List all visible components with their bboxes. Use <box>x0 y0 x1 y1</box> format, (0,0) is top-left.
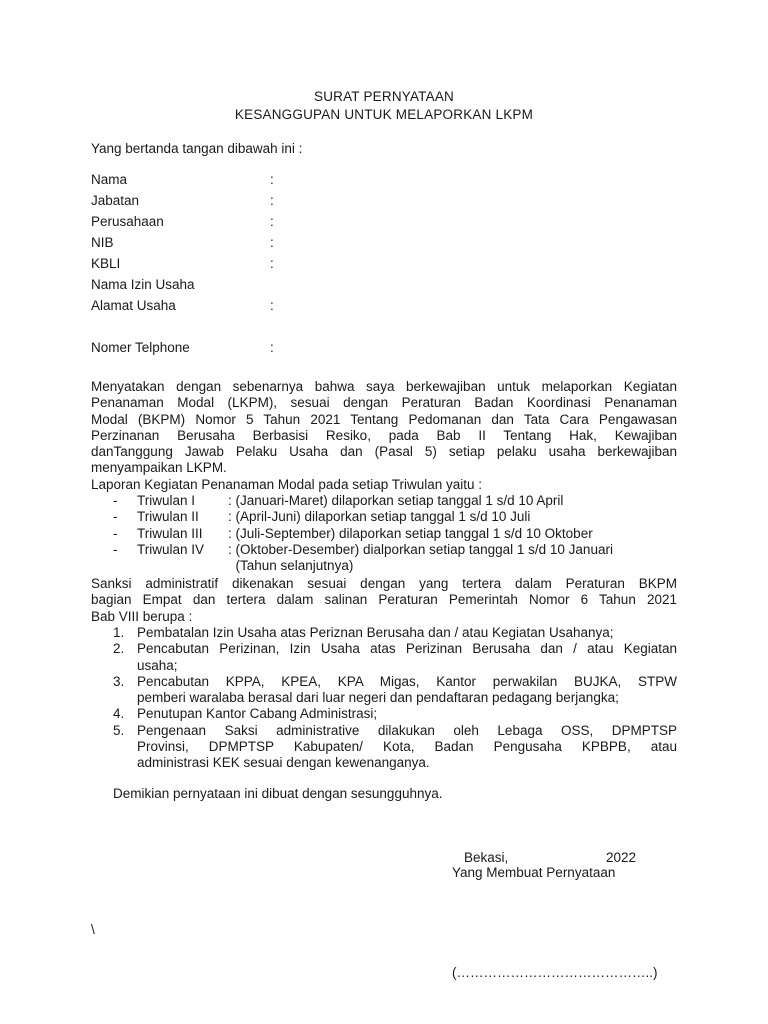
field-colon: : <box>270 340 274 355</box>
field-colon: : <box>270 298 274 313</box>
triwulan-name: Triwulan I <box>137 493 196 508</box>
list-item <box>91 509 691 525</box>
item-number: 3. <box>113 673 125 689</box>
item-line: Pencabutan KPPA, KPEA, KPA Migas, Kantor perwakilan BUJKA, STPW <box>137 673 677 689</box>
triwulan-desc: : (Oktober-Desember) dialporkan setiap tanggal 1 s/d 10 Januari <box>228 541 613 557</box>
triwulan-name: Triwulan IV <box>137 541 205 557</box>
item-number: 4. <box>113 706 125 722</box>
triwulan-name: Triwulan II <box>137 509 199 525</box>
triwulan-desc: : (Januari-Maret) dilaporkan setiap tanggal 1 s/d 10 April <box>228 493 564 508</box>
item-line: pemberi waralaba berasal dari luar negeri dan pendaftaran pedagang berjangka; <box>137 690 619 706</box>
item-line: Pengenaan Saksi administrative dilakukan oleh Lebaga OSS, DPMPTSP <box>137 722 677 738</box>
field-jabatan <box>91 193 291 211</box>
sanksi-line: Sanksi administratif dikenakan sesuai dengan yang tertera dalam Peraturan BKPM <box>91 576 677 591</box>
item-number: 2. <box>113 641 125 657</box>
field-colon: : <box>270 214 274 229</box>
paragraph-line: Perzinanan Berusaha Berbasisi Resiko, pada Bab II Tentang Hak, Kewajiban <box>91 427 677 443</box>
list-item <box>91 493 691 509</box>
item-number: 5. <box>113 722 125 738</box>
list-item <box>91 641 677 674</box>
field-label: KBLI <box>91 256 121 271</box>
item-number: 1. <box>113 625 125 640</box>
triwulan-desc: : (Juli-September) dilaporkan setiap tanggal 1 s/d 10 Oktober <box>228 525 593 541</box>
place-label: Bekasi, <box>464 850 509 865</box>
bullet-dash: - <box>113 509 118 525</box>
paragraph-line: danTanggung Jawab Pelaku Usaha dan (Pasal 5) setiap pelaku usaha berkewajiban <box>91 444 677 460</box>
field-nama <box>91 172 291 190</box>
field-label: Alamat Usaha <box>91 298 176 313</box>
sanksi-line: Bab VIII berupa : <box>91 608 193 624</box>
item-line: Pencabutan Perizinan, Izin Usaha atas Perizinan Berusaha dan / atau Kegiatan <box>137 641 677 657</box>
field-colon: : <box>270 256 274 271</box>
statement-paragraph <box>91 379 677 493</box>
paragraph-line: Modal (BKPM) Nomor 5 Tahun 2021 Tentang Pedomanan dan Tata Cara Pengawasan <box>91 411 677 427</box>
field-colon: : <box>270 172 274 187</box>
field-colon: : <box>270 193 274 208</box>
field-nama-izin-usaha <box>91 277 291 295</box>
list-item <box>91 526 691 542</box>
document-subtitle: KESANGGUPAN UNTUK MELAPORKAN LKPM <box>234 107 534 122</box>
bullet-dash: - <box>113 525 118 541</box>
field-nomer-telphone <box>91 340 291 358</box>
sanksi-list <box>91 625 677 772</box>
stray-backslash: \ <box>91 922 95 937</box>
field-alamat-usaha <box>91 298 291 316</box>
signature-placeholder: (……………………………………..) <box>452 965 658 980</box>
field-perusahaan <box>91 214 291 232</box>
item-line: administrasi KEK sesuai dengan kewenanganya. <box>137 755 430 771</box>
field-label: Nama Izin Usaha <box>91 277 195 292</box>
intro-text: Yang bertanda tangan dibawah ini : <box>91 141 303 156</box>
bullet-dash: - <box>113 493 118 508</box>
field-nib <box>91 235 291 253</box>
paragraph-line: Penanaman Modal (LKPM), sesuai dengan Peraturan Badan Koordinasi Penanaman <box>91 395 677 411</box>
item-line: Provinsi, DPMPTSP Kabupaten/ Kota, Badan Pengusaha KPBPB, atau <box>137 739 677 755</box>
paragraph-line: menyampaikan LKPM. <box>91 460 227 476</box>
item-line: usaha; <box>137 657 178 673</box>
triwulan-list <box>91 493 691 574</box>
field-label: Jabatan <box>91 193 140 208</box>
triwulan-desc: : (April-Juni) dilaporkan setiap tanggal 1 s/d 10 Juli <box>228 509 531 525</box>
bullet-dash: - <box>113 541 118 557</box>
paragraph-line: Menyatakan dengan sebenarnya bahwa saya berkewajiban untuk melaporkan Kegiatan <box>91 379 677 394</box>
sanksi-line: bagian Empat dan tertera dalam salinan Peraturan Pemerintah Nomor 6 Tahun 2021 <box>91 592 677 608</box>
list-item <box>91 706 677 722</box>
item-line: Penutupan Kantor Cabang Administrasi; <box>137 706 378 722</box>
document-title: SURAT PERNYATAAN <box>314 89 454 104</box>
field-colon: : <box>270 235 274 250</box>
sanksi-paragraph <box>91 576 677 625</box>
year-label: 2022 <box>606 850 637 865</box>
field-label: Nomer Telphone <box>91 340 190 355</box>
list-item <box>91 723 677 772</box>
list-item <box>91 542 691 558</box>
list-item <box>91 674 677 707</box>
list-item <box>91 625 677 641</box>
item-line: Pembatalan Izin Usaha atas Periznan Berusaha dan / atau Kegiatan Usahanya; <box>137 625 614 640</box>
signatory-label: Yang Membuat Pernyataan <box>452 865 616 880</box>
list-item <box>91 558 691 574</box>
triwulan-name: Triwulan III <box>137 525 203 541</box>
field-label: Nama <box>91 172 128 187</box>
field-label: NIB <box>91 235 114 250</box>
closing-statement: Demikian pernyataan ini dibuat dengan sesungguhnya. <box>113 786 443 801</box>
paragraph-line: Laporan Kegiatan Penanaman Modal pada setiap Triwulan yaitu : <box>91 476 483 492</box>
triwulan-desc: (Tahun selanjutnya) <box>228 558 354 574</box>
field-kbli <box>91 256 291 274</box>
field-label: Perusahaan <box>91 214 164 229</box>
